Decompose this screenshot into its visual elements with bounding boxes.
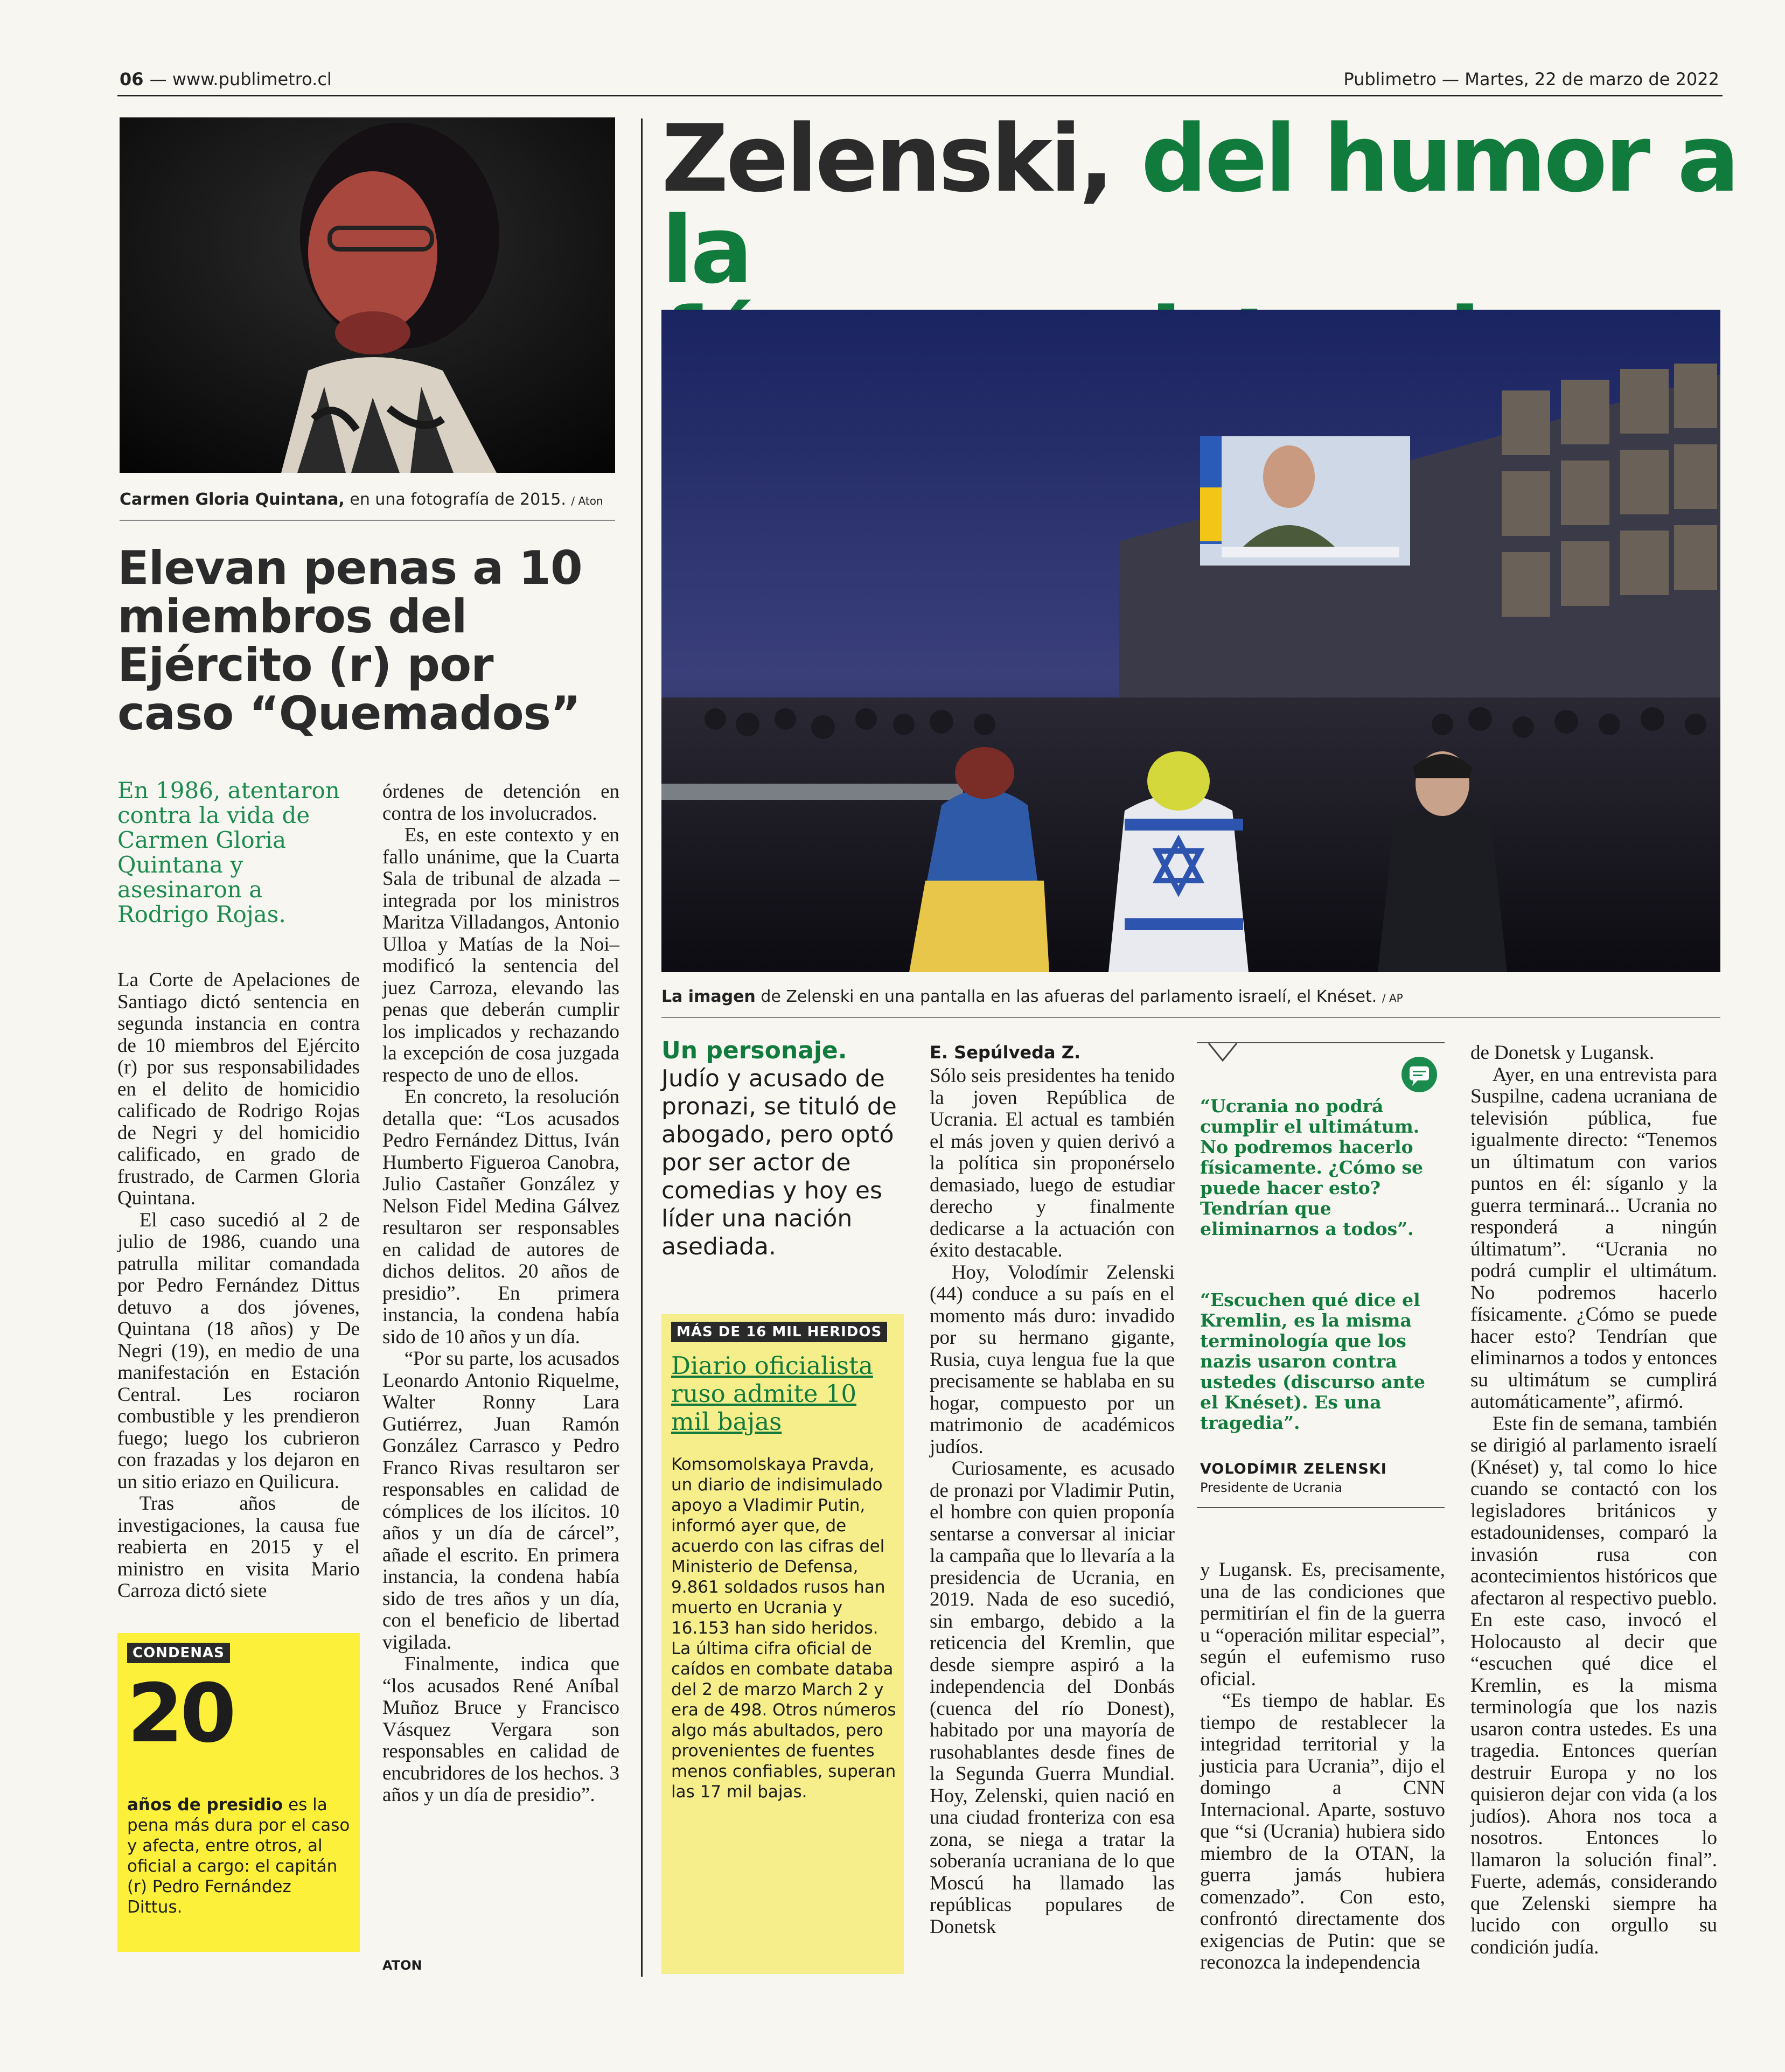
quote-2: “Escuchen qué dice el Kremlin, es la misma terminología que los nazis usaron contra ustedes (discurso ante el Knéset). Es una tragedia”. xyxy=(1200,1289,1425,1433)
left-col2 xyxy=(382,781,619,1806)
main-col2 xyxy=(1200,1559,1445,1974)
sidebar-body xyxy=(671,1454,897,1802)
page-header-right: Publimetro — Martes, 22 de marzo de 2022 xyxy=(1343,69,1719,89)
speech-bubble-icon xyxy=(1400,1056,1438,1093)
condenas-text xyxy=(127,1795,351,1917)
quote-author: VOLODÍMIR ZELENSKI xyxy=(1200,1461,1387,1477)
left-col1-p2: El caso sucedió al 2 de julio de 1986, cuando una patrulla militar comandada por Pedro Fernández Dittus detuvo a dos jóvenes, Quintana (18 años) y De Negri (19), en medio de una manifestación en Estación Central. Les rociaron combustible y les prendieron fuego; luego los cubrieron con frazadas y los dejaron en un sitio eriazo en Quilicura. xyxy=(117,1209,360,1493)
left-deck: En 1986, atentaron contra la vida de Carmen Gloria Quintana y asesinaron a Rodrigo Rojas. xyxy=(117,777,340,927)
knesset-photo-caption xyxy=(661,987,1720,1006)
sidebar-tag: MÁS DE 16 MIL HERIDOS xyxy=(671,1322,887,1342)
condenas-number: 20 xyxy=(127,1667,233,1761)
main-caption-rule xyxy=(661,1017,1720,1018)
left-credit: ATON xyxy=(382,1958,422,1973)
condenas-desc: es la pena más dura por el caso y afecta, entre otros, al oficial a cargo: el capitán (r) Pedro Fernández Dittus. xyxy=(127,1795,350,1917)
left-col1 xyxy=(117,969,360,1602)
headline-green-1: del humor a la xyxy=(661,104,1738,304)
knesset-photo xyxy=(661,310,1720,972)
main-col3-p2: Ayer, en una entrevista para Suspilne, cadena ucraniana de televisión pública, fue igualmente directo: “Tenemos un últimatum con varios puntos en él: síganlo y la guerra terminará... Ucrania no responderá a ningún últimatum”. “Ucrania no podrá cumplir el ultimátum. No podremos hacerlo físicamente. ¿Cómo se puede hacer esto? Tendrían que eliminarnos a todos y entonces su ultimátum se cumplirá automáticamente”, afirmó. xyxy=(1470,1063,1717,1413)
left-col2-p1: órdenes de detención en contra de los involucrados. xyxy=(382,780,619,825)
caption-text: en una fotografía de 2015. xyxy=(350,490,566,509)
byline: E. Sepúlveda Z. xyxy=(930,1042,1081,1063)
caption-credit: / Aton xyxy=(571,494,603,507)
left-col2-p2: Es, en este contexto y en fallo unánime, que la Cuarta Sala de tribunal de alzada –integrada por los ministros Maritza Villadangos, Antonio Ulloa y Matías de la Noi– modificó la sentencia del juez Carroza, elevando las penas que deberán cumplir los implicados y rechazando la excepción de cosa juzgada respecto de uno de ellos. xyxy=(382,824,619,1086)
main-col3 xyxy=(1470,1042,1717,1958)
page-number: 06 xyxy=(120,69,144,89)
quintana-photo-caption xyxy=(120,490,615,509)
main-col1 xyxy=(930,1065,1175,1938)
column-divider xyxy=(641,118,643,1977)
main-col3-p3: Este fin de semana, también se dirigió al parlamento israelí (Knéset) y, tal como lo hice cuando se contactó con los legisladores británicos y estadounidenses, comparó la invasión rusa con acontecimientos históricos que afectaron al respectivo pueblo. En este caso, invocó el Holocausto al decir que “escuchen qué dice el Kremlin, es la misma terminología que los nazis usaron contra ustedes. Es una tragedia. Entonces querían destruir Europa y no los quisieron dejar con vida (a los judíos). Ahora nos toca a nosotros. Entonces lo llamaron la solución final”. Fuerte, además, considerando que Zelenski siempre ha lucido con orgullo su condición judía. xyxy=(1470,1412,1717,1958)
condenas-bold: años de presidio xyxy=(127,1795,283,1815)
quote-role: Presidente de Ucrania xyxy=(1200,1480,1342,1495)
caption-bold: Carmen Gloria Quintana, xyxy=(120,490,345,509)
main-col2-p1: y Lugansk. Es, precisamente, una de las condiciones que permitirían el fin de la guerra u “operación militar especial”, según el eufemismo ruso oficial. xyxy=(1200,1559,1445,1690)
main-col1-p3: Curiosamente, es acusado de pronazi por Vladimir Putin, el hombre con quien proponía sentarse a conversar al iniciar la campaña que lo llevaría a la presidencia de Ucrania, en 2019. Nada de eso sucedió, sin embargo, debido a la reticencia del Kremlin, que desde siempre aspiró a la independencia del Donbás (cuenca del río Donest), habitado por una mayoría de rusohablantes desde fines de la Segunda Guerra Mundial. Hoy, Zelenski, quien nació en una ciudad fronteriza con esa zona, se niega a tratar la soberanía ucraniana de lo que Moscú ha llamado las repúblicas populares de Donetsk xyxy=(930,1457,1175,1938)
caption-rule xyxy=(120,520,615,521)
sidebar-p1: Komsomolskaya Pravda, un diario de indisimulado apoyo a Vladimir Putin, informó ayer que, de acuerdo con las cifras del Ministerio de Defensa, 9.861 soldados rusos han muerto en Ucrania y 16.153 han sido heridos. xyxy=(671,1455,885,1638)
kicker-bold: Un personaje. xyxy=(661,1037,847,1064)
quote-notch-icon xyxy=(1207,1042,1239,1064)
page-header-left xyxy=(120,69,332,89)
quote-bottom-rule xyxy=(1197,1507,1445,1508)
header-rule xyxy=(117,95,1723,96)
main-col3-p1: de Donetsk y Lugansk. xyxy=(1470,1042,1655,1064)
left-col2-p3: En concreto, la resolución detalla que: “Los acusados Pedro Fernández Dittus, Iván Humberto Figueroa Canobra, Julio Castañer González y Nelson Fidel Medina Gálvez resultaron ser responsables en calidad de autores de dichos delitos. 20 años de presidio”. En primera instancia, la condena había sido de 10 años y un día. xyxy=(382,1086,619,1348)
sidebar-title: Diario oficialista ruso admite 10 mil bajas xyxy=(671,1351,873,1436)
left-col1-p1: La Corte de Apelaciones de Santiago dictó sentencia en segunda instancia en contra de 10 miembros del Ejército (r) por sus responsabilidades en el delito de homicidio calificado de Rodrigo Rojas de Negri y del homicidio calificado, en grado de frustrado, de Carmen Gloria Quintana. xyxy=(117,969,360,1209)
main-caption-bold: La imagen xyxy=(661,987,756,1006)
left-headline: Elevan penas a 10 miembros del Ejército (r) por caso “Quemados” xyxy=(117,541,582,741)
main-caption-credit: / AP xyxy=(1382,992,1403,1004)
condenas-tag: CONDENAS xyxy=(127,1643,230,1663)
sidebar-p2: La última cifra oficial de caídos en combate databa del 2 de marzo March 2 y era de 498. Otros números algo más abultados, pero provenientes de fuentes menos confiables, superan las 17 mil bajas. xyxy=(671,1639,896,1802)
main-kicker xyxy=(661,1037,898,1261)
quintana-photo xyxy=(120,117,615,473)
main-caption-text: de Zelenski en una pantalla en las afueras del parlamento israelí, el Knéset. xyxy=(761,987,1377,1006)
left-col2-p4: “Por su parte, los acusados Leonardo Antonio Riquelme, Walter Ronny Lara Gutiérrez, Juan Ramón González Carrasco y Pedro Franco Rivas resultaron ser responsables en calidad de cómplices de los ilícitos. 10 años y un día de cárcel”, añade el escrito. En primera instancia, la condena había sido de tres años y un día, con el beneficio de libertad vigilada. xyxy=(382,1348,619,1654)
main-col2-p2: “Es tiempo de hablar. Es tiempo de restablecer la integridad territorial y la justicia para Ucrania”, dijo el domingo a CNN Internacional. Aparte, sostuvo que “si (Ucrania) hubiera sido miembro de la OTAN, la guerra jamás hubiera comenzado”. Con esto, confrontó directamente dos exigencias de Putin: que se reconozca la independencia xyxy=(1200,1690,1445,1973)
condenas-box xyxy=(117,1633,360,1952)
left-col2-p5: Finalmente, indica que “los acusados René Aníbal Muñoz Bruce y Francisco Vásquez Vergara son responsables en calidad de encubridores de los hechos. 3 años y un día de presidio”. xyxy=(382,1653,619,1806)
sidebar-box xyxy=(661,1314,904,1974)
headline-dark: Zelenski, xyxy=(661,104,1112,213)
kicker-text: Judío y acusado de pronazi, se tituló de abogado, pero optó por ser actor de comedias y hoy es líder una nación asediada. xyxy=(661,1065,897,1260)
left-col1-p3: Tras años de investigaciones, la causa fue reabierta en 2015 y el ministro en visita Mario Carroza dictó siete xyxy=(117,1492,360,1602)
main-col1-p2: Hoy, Volodímir Zelenski (44) conduce a su país en el momento más duro: invadido por su hermano gigante, Rusia, cuya lengua fue la que precisamente se hablaba en su hogar, compuesto por un matrimonio de académicos judíos. xyxy=(930,1261,1175,1458)
site-url: — www.publimetro.cl xyxy=(149,69,332,89)
main-col1-p1: Sólo seis presidentes ha tenido la joven República de Ucrania. El actual es también el más joven y quien derivó a la política sin proponérselo demasiado, luego de estudiar derecho y finalmente dedicarse a la actuación con éxito destacable. xyxy=(930,1065,1175,1261)
quote-1: “Ucrania no podrá cumplir el ultimátum. No podremos hacerlo físicamente. ¿Cómo se puede hacer esto? Tendrían que eliminarnos a todos”. xyxy=(1200,1096,1424,1239)
